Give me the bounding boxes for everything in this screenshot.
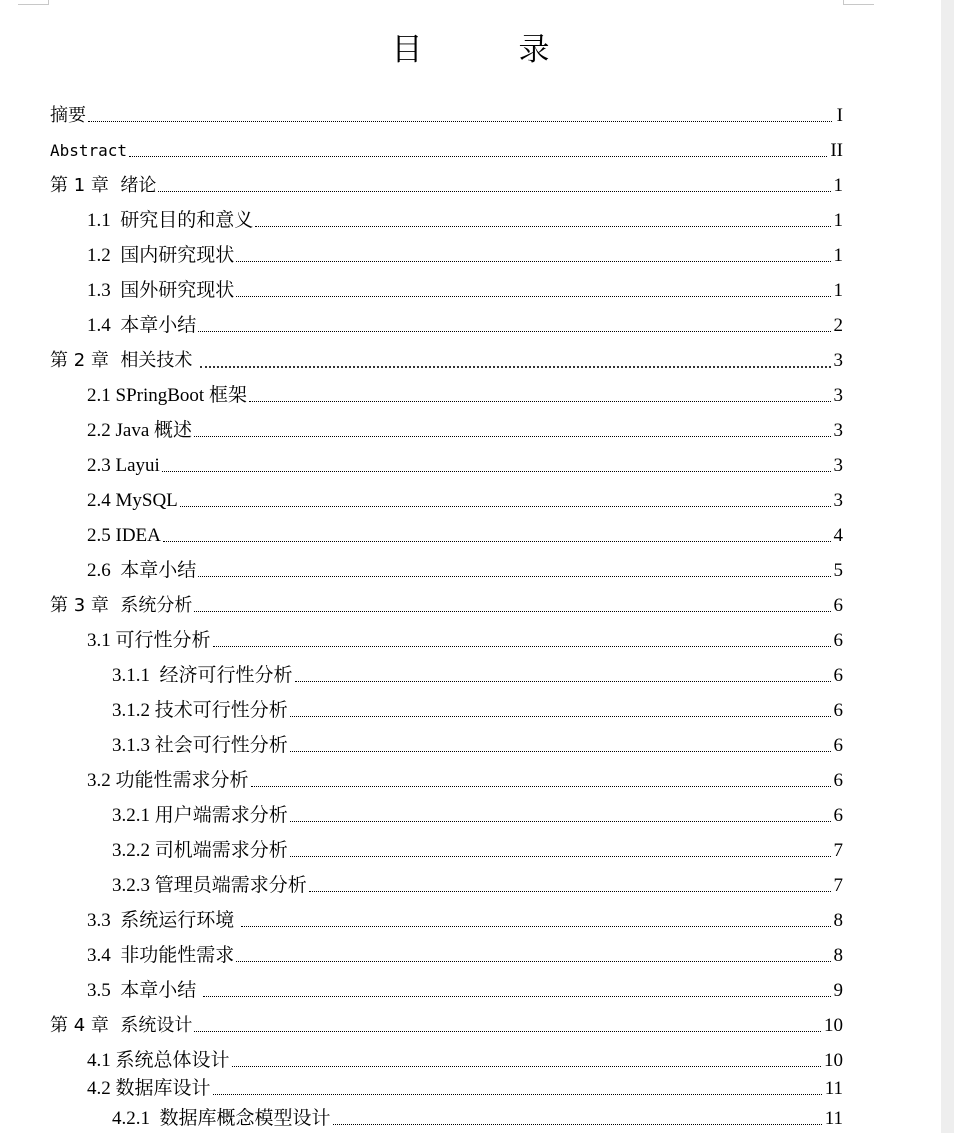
- dot-leader: [180, 506, 831, 507]
- dot-leader: [249, 401, 831, 402]
- dot-leader: [194, 611, 830, 612]
- toc-entry-page-number: 6: [833, 735, 843, 756]
- toc-entry-label: 2.1 SPringBoot 框架: [87, 385, 247, 406]
- toc-entry-page-number: 6: [833, 770, 843, 791]
- toc-entry-label: 1.3 国外研究现状: [87, 280, 235, 301]
- toc-entry[interactable]: [87, 933, 843, 968]
- toc-entry[interactable]: [87, 198, 843, 233]
- dot-leader: [194, 436, 830, 437]
- toc-entry-page-number: 3: [833, 490, 843, 511]
- toc-entry-page-number: 1: [833, 280, 843, 301]
- toc-entry-label: 2.6 本章小结: [87, 560, 197, 581]
- toc-entry-label: 3.5 本章小结: [87, 980, 202, 1001]
- toc-entry-page-number: 3: [833, 455, 843, 476]
- toc-entry[interactable]: [87, 513, 843, 548]
- toc-entry[interactable]: [50, 1003, 843, 1038]
- toc-entry-label: 3.3 系统运行环境: [87, 910, 240, 931]
- page-corner-mark-left: [18, 0, 49, 5]
- dot-leader: [158, 191, 830, 192]
- toc-entry-label: 3.1.2 技术可行性分析: [112, 700, 288, 721]
- page-corner-mark-right: [843, 0, 874, 5]
- toc-entry-label: 1.2 国内研究现状: [87, 245, 235, 266]
- dot-leader: [163, 541, 831, 542]
- toc-entry[interactable]: [50, 163, 843, 198]
- toc-entry[interactable]: [87, 618, 843, 653]
- toc-entry-page-number: 6: [833, 595, 843, 616]
- toc-entry[interactable]: [87, 548, 843, 583]
- toc-entry-page-number: 8: [833, 945, 843, 966]
- toc-entry-label: 3.1 可行性分析: [87, 630, 211, 651]
- toc-entry-label: 3.2.3 管理员端需求分析: [112, 875, 307, 896]
- toc-entry-label: 2.3 Layui: [87, 455, 160, 476]
- toc-entry-label: 3.2.1 用户端需求分析: [112, 805, 288, 826]
- dot-leader: [236, 296, 830, 297]
- dot-leader: [255, 226, 830, 227]
- toc-entry-label: Abstract: [50, 141, 128, 160]
- toc-entry-label: 3.2.2 司机端需求分析: [112, 840, 288, 861]
- toc-entry[interactable]: [87, 478, 843, 513]
- toc-entry-label: 第 1 章 绪论: [50, 175, 157, 196]
- toc-entry[interactable]: [50, 128, 843, 163]
- toc-entry-label: 第 3 章 系统分析: [50, 595, 193, 616]
- toc-entry-label: 2.4 MySQL: [87, 490, 178, 511]
- dot-leader: [241, 926, 830, 927]
- toc-entry[interactable]: [87, 233, 843, 268]
- dot-leader: [129, 156, 827, 157]
- toc-entry-page-number: 11: [824, 1108, 843, 1129]
- toc-entry-page-number: II: [830, 140, 843, 161]
- toc-entry-page-number: 10: [824, 1015, 843, 1036]
- toc-entry-page-number: 3: [833, 350, 843, 371]
- dot-leader: [198, 331, 830, 332]
- scrollbar-track[interactable]: [941, 0, 954, 1133]
- toc-entry-label: 1.1 研究目的和意义: [87, 210, 254, 231]
- toc-entry-label: 3.4 非功能性需求: [87, 945, 235, 966]
- toc-entry-page-number: 3: [833, 420, 843, 441]
- toc-entry-label: 第 2 章 相关技术: [50, 350, 199, 371]
- toc-entry-page-number: 7: [833, 840, 843, 861]
- toc-entry[interactable]: [87, 443, 843, 478]
- toc-entry[interactable]: [87, 758, 843, 793]
- title-char-1: 目: [391, 32, 423, 68]
- dot-leader: [251, 786, 831, 787]
- toc-entry-label: 4.2.1 数据库概念模型设计: [112, 1108, 331, 1129]
- title-char-2: 录: [518, 32, 550, 68]
- dot-leader: [88, 121, 832, 122]
- toc-entry-page-number: 1: [833, 175, 843, 196]
- toc-entry[interactable]: [87, 303, 843, 338]
- toc-entry[interactable]: [112, 1096, 843, 1131]
- dot-leader: [213, 646, 831, 647]
- dot-leader: [290, 751, 831, 752]
- dot-leader: [333, 1124, 822, 1125]
- toc-entry-page-number: 6: [833, 805, 843, 826]
- toc-entry[interactable]: [87, 898, 843, 933]
- dot-leader: [236, 961, 830, 962]
- toc-entry[interactable]: [87, 373, 843, 408]
- toc-entry-label: 4.1 系统总体设计: [87, 1050, 230, 1071]
- toc-entry[interactable]: [112, 688, 843, 723]
- toc-entry[interactable]: [50, 93, 843, 128]
- toc-entry-label: 2.5 IDEA: [87, 525, 161, 546]
- toc-entry-label: 1.4 本章小结: [87, 315, 197, 336]
- toc-entry-page-number: 5: [833, 560, 843, 581]
- toc-entry-page-number: 8: [833, 910, 843, 931]
- toc-entry-page-number: 11: [824, 1078, 843, 1099]
- dot-leader: [236, 261, 830, 262]
- dot-leader: [203, 996, 830, 997]
- toc-entry-page-number: 3: [833, 385, 843, 406]
- toc-entry[interactable]: [50, 338, 843, 373]
- page-title: [0, 24, 941, 69]
- dot-leader: [213, 1094, 822, 1095]
- toc-entry-page-number: 1: [833, 245, 843, 266]
- dot-leader: [162, 471, 831, 472]
- toc-entry-page-number: I: [836, 105, 843, 126]
- dot-leader: [290, 856, 831, 857]
- dot-leader: [290, 716, 831, 717]
- toc-entry-label: 3.1.1 经济可行性分析: [112, 665, 293, 686]
- toc-entry-page-number: 1: [833, 210, 843, 231]
- toc-entry-page-number: 4: [833, 525, 843, 546]
- dot-leader: [309, 891, 831, 892]
- toc-entry-label: 摘要: [50, 105, 86, 126]
- dot-leader: [295, 681, 831, 682]
- toc-entry-label: 4.2 数据库设计: [87, 1078, 211, 1099]
- toc-entry[interactable]: [87, 968, 843, 1003]
- toc-entry-label: 3.1.3 社会可行性分析: [112, 735, 288, 756]
- dot-leader: [290, 821, 831, 822]
- toc-entry-page-number: 10: [824, 1050, 843, 1071]
- toc-entry[interactable]: [112, 828, 843, 863]
- toc-entry-label: 2.2 Java 概述: [87, 420, 193, 441]
- dot-leader: [194, 1031, 821, 1032]
- toc-entry[interactable]: [87, 408, 843, 443]
- toc-entry[interactable]: [50, 583, 843, 618]
- toc-entry-page-number: 6: [833, 665, 843, 686]
- toc-entry-page-number: 7: [833, 875, 843, 896]
- dot-leader: [200, 366, 830, 368]
- toc-entry[interactable]: [112, 793, 843, 828]
- toc-entry-page-number: 2: [833, 315, 843, 336]
- toc-entry-label: 第 4 章 系统设计: [50, 1015, 193, 1036]
- toc-entry-page-number: 6: [833, 700, 843, 721]
- toc-entry-page-number: 9: [833, 980, 843, 1001]
- toc-entry[interactable]: [112, 723, 843, 758]
- toc-entry-label: 3.2 功能性需求分析: [87, 770, 249, 791]
- toc-entry[interactable]: [112, 863, 843, 898]
- toc-entry-page-number: 6: [833, 630, 843, 651]
- toc-entry[interactable]: [112, 653, 843, 688]
- dot-leader: [198, 576, 830, 577]
- toc-entry[interactable]: [87, 268, 843, 303]
